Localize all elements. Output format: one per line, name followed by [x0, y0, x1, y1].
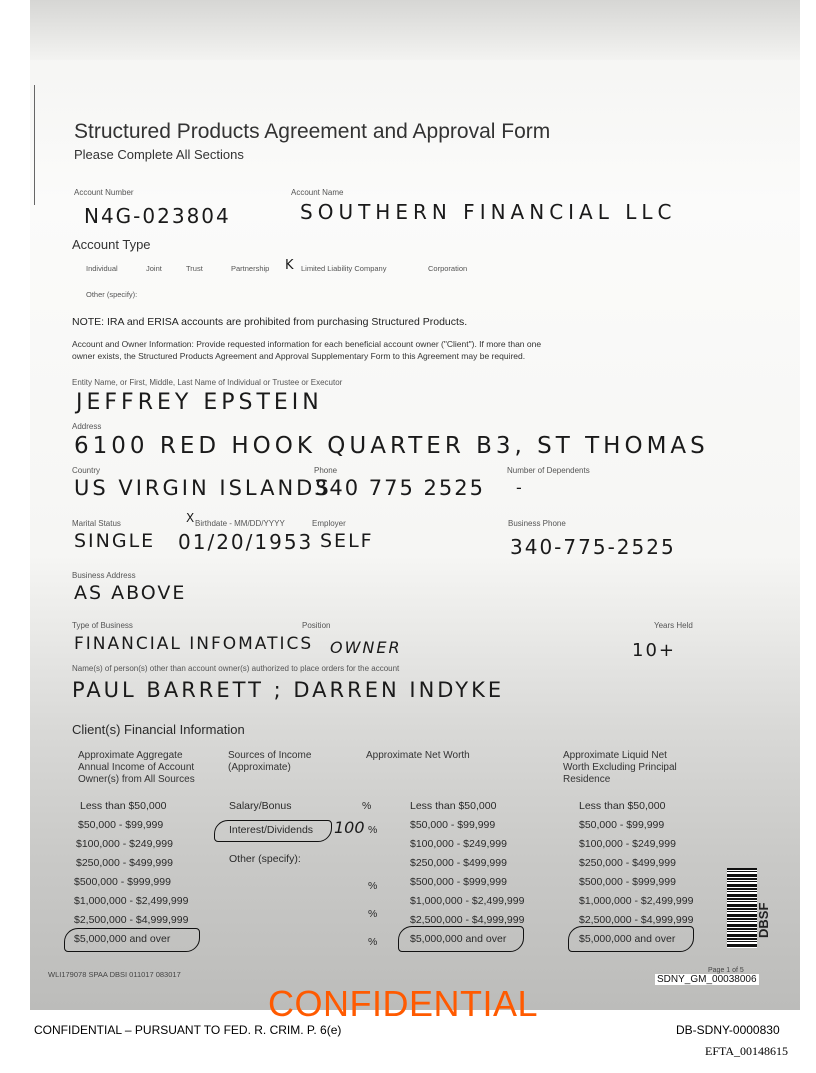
form-code: WLI179078 SPAA DBSI 011017 083017 [48, 970, 181, 979]
sources-header-1: Sources of Income [228, 750, 312, 761]
account-type-llc: Limited Liability Company [301, 264, 387, 273]
liquid-header-2: Worth Excluding Principal [563, 762, 677, 773]
business-phone-label: Business Phone [508, 519, 566, 528]
source-other: Other (specify): [229, 853, 301, 865]
liquid-header [563, 750, 677, 786]
confidential-watermark: CONFIDENTIAL [268, 983, 539, 1024]
liquid-option: $50,000 - $99,999 [579, 819, 665, 831]
income-option: $50,000 - $99,999 [78, 819, 164, 831]
years-held-label: Years Held [654, 621, 693, 630]
phone-label: Phone [314, 466, 338, 475]
income-option: $500,000 - $999,999 [74, 876, 171, 888]
income-option-selected: $5,000,000 and over [74, 933, 171, 945]
liquid-option: $2,500,000 - $4,999,999 [579, 914, 694, 926]
ira-erisa-note: NOTE: IRA and ERISA accounts are prohibited from purchasing Structured Products. [72, 316, 468, 328]
entity-name-value: JEFFREY EPSTEIN [76, 390, 323, 415]
source-interest: Interest/Dividends [229, 824, 314, 836]
footer-doc-code: DB-SDNY-0000830 [676, 1023, 780, 1037]
source-other-pct-1: % [368, 880, 378, 892]
net-worth-option-selected: $5,000,000 and over [410, 933, 507, 945]
account-type-other: Other (specify): [86, 290, 138, 299]
liquid-option-selected: $5,000,000 and over [579, 933, 676, 945]
phone-value: 340 775 2525 [314, 476, 485, 500]
business-address-value: AS ABOVE [74, 582, 187, 604]
account-type-individual: Individual [86, 264, 118, 273]
account-name-label: Account Name [291, 188, 344, 197]
income-option: $2,500,000 - $4,999,999 [74, 914, 189, 926]
account-number-value: N4G-023804 [84, 204, 231, 228]
account-number-label: Account Number [74, 188, 134, 197]
position-label: Position [302, 621, 331, 630]
bates-stamp: SDNY_GM_00038006 [657, 974, 757, 985]
net-worth-option: $50,000 - $99,999 [410, 819, 496, 831]
page-number: Page 1 of 5 [708, 967, 744, 974]
footer-efta: EFTA_00148615 [705, 1044, 789, 1058]
owner-info-text-1: Account and Owner Information: Provide requested information for each beneficial account owner ("Client"). If more than one [72, 339, 542, 349]
address-label: Address [72, 422, 102, 431]
business-phone-value: 340-775-2525 [510, 535, 676, 559]
net-worth-option: $100,000 - $249,999 [410, 838, 507, 850]
income-header-3: Owner(s) from All Sources [78, 774, 195, 785]
source-interest-pct: % [368, 824, 378, 836]
liquid-option: $500,000 - $999,999 [579, 876, 676, 888]
owner-info-text-2: owner exists, the Structured Products Agreement and Approval Supplementary Form to this Agreement may be required. [72, 351, 526, 361]
net-worth-option: $250,000 - $499,999 [410, 857, 507, 869]
account-type-check-mark: K [285, 258, 296, 273]
account-type-heading: Account Type [72, 237, 151, 252]
income-option: $100,000 - $249,999 [76, 838, 173, 850]
marital-status-value: SINGLE [74, 530, 156, 552]
account-type-trust: Trust [186, 264, 203, 273]
form-title: Structured Products Agreement and Approval Form [74, 120, 551, 143]
authorized-label: Name(s) of person(s) other than account owner(s) authorized to place orders for the account [72, 664, 400, 673]
liquid-option: $1,000,000 - $2,499,999 [579, 895, 694, 907]
years-held-value: 10+ [632, 640, 676, 661]
barcode-text: DBSF [756, 902, 771, 938]
financial-heading: Client(s) Financial Information [72, 722, 245, 737]
business-address-label: Business Address [72, 571, 136, 580]
dependents-value: - [516, 478, 524, 497]
source-salary-pct: % [362, 800, 372, 812]
liquid-header-3: Residence [563, 774, 611, 785]
income-header-1: Approximate Aggregate [78, 750, 183, 761]
form-subtitle: Please Complete All Sections [74, 147, 244, 162]
employer-label: Employer [312, 519, 346, 528]
barcode [727, 868, 757, 948]
account-type-corporation: Corporation [428, 264, 468, 273]
scan-header-shadow [30, 0, 800, 60]
account-type-joint: Joint [146, 264, 162, 273]
account-type-partnership: Partnership [231, 264, 270, 273]
account-name-value: SOUTHERN FINANCIAL LLC [300, 200, 677, 224]
source-other-pct-3: % [368, 936, 378, 948]
sources-header-2: (Approximate) [228, 762, 291, 773]
income-option: $1,000,000 - $2,499,999 [74, 895, 189, 907]
income-header-2: Annual Income of Account [78, 762, 195, 773]
net-worth-option: Less than $50,000 [410, 800, 497, 812]
left-margin-line [34, 85, 35, 205]
marital-status-label: Marital Status [72, 519, 121, 528]
source-salary: Salary/Bonus [229, 800, 292, 812]
income-header [78, 750, 195, 786]
income-option: $250,000 - $499,999 [76, 857, 173, 869]
liquid-header-1: Approximate Liquid Net [563, 750, 667, 761]
net-worth-option: $1,000,000 - $2,499,999 [410, 895, 525, 907]
country-label: Country [72, 466, 101, 475]
liquid-option: $250,000 - $499,999 [579, 857, 676, 869]
source-other-pct-2: % [368, 908, 378, 920]
income-option: Less than $50,000 [80, 800, 167, 812]
address-value: 6100 RED HOOK QUARTER B3, ST THOMAS [74, 433, 709, 459]
birthdate-value: 01/20/1953 [178, 530, 314, 554]
net-worth-option: $2,500,000 - $4,999,999 [410, 914, 525, 926]
source-interest-value: 100 [334, 818, 365, 837]
liquid-option: $100,000 - $249,999 [579, 838, 676, 850]
business-type-label: Type of Business [72, 621, 133, 630]
birthdate-label: Birthdate - MM/DD/YYYY [195, 519, 285, 528]
birthdate-mark: X [186, 511, 197, 525]
footer-confidential-notice: CONFIDENTIAL – PURSUANT TO FED. R. CRIM. P. 6(e) [34, 1023, 342, 1037]
entity-name-label: Entity Name, or First, Middle, Last Name of Individual or Trustee or Executor [72, 378, 343, 387]
liquid-option: Less than $50,000 [579, 800, 666, 812]
dependents-label: Number of Dependents [507, 466, 590, 475]
country-value: US VIRGIN ISLANDS [74, 476, 332, 500]
authorized-value: PAUL BARRETT ; DARREN INDYKE [72, 678, 505, 702]
net-worth-header: Approximate Net Worth [366, 750, 470, 761]
net-worth-option: $500,000 - $999,999 [410, 876, 507, 888]
employer-value: SELF [320, 530, 374, 552]
business-type-value: FINANCIAL INFOMATICS [74, 634, 314, 654]
sources-header [228, 750, 311, 774]
position-value: OWNER [330, 638, 402, 657]
